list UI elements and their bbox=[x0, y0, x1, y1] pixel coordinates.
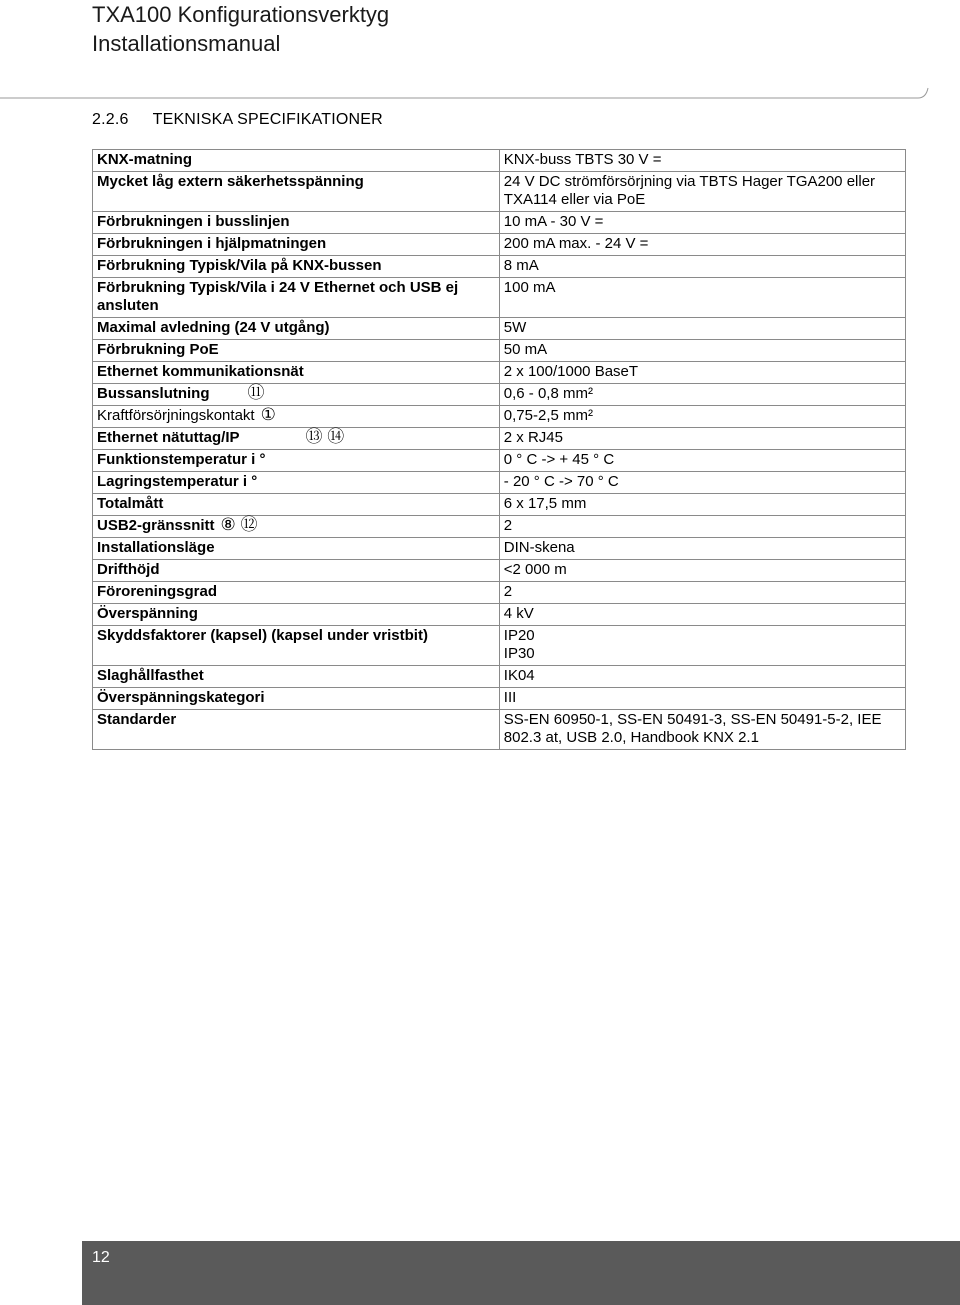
spec-value: 100 mA bbox=[499, 278, 905, 318]
spec-value: III bbox=[499, 688, 905, 710]
table-row bbox=[93, 172, 906, 212]
spec-label: Funktionstemperatur i ° bbox=[93, 450, 500, 472]
spec-label: Förbrukning Typisk/Vila i 24 V Ethernet och USB ej ansluten bbox=[93, 278, 500, 318]
spec-value: 4 kV bbox=[499, 604, 905, 626]
page-number: 12 bbox=[92, 1249, 110, 1266]
table-row bbox=[93, 318, 906, 340]
spec-value: KNX-buss TBTS 30 V = bbox=[499, 150, 905, 172]
table-row bbox=[93, 212, 906, 234]
spec-value: 0,75-2,5 mm² bbox=[499, 406, 905, 428]
spec-label: Överspänning bbox=[93, 604, 500, 626]
spec-value: 0 ° C -> + 45 ° C bbox=[499, 450, 905, 472]
spec-label: Maximal avledning (24 V utgång) bbox=[93, 318, 500, 340]
spec-label: KNX-matning bbox=[93, 150, 500, 172]
spec-value: DIN-skena bbox=[499, 538, 905, 560]
spec-value: 50 mA bbox=[499, 340, 905, 362]
table-row bbox=[93, 256, 906, 278]
table-row bbox=[93, 428, 906, 450]
table-row bbox=[93, 362, 906, 384]
table-row bbox=[93, 604, 906, 626]
table-row bbox=[93, 666, 906, 688]
spec-value: IP20 IP30 bbox=[499, 626, 905, 666]
spec-label: Bussanslutning bbox=[97, 385, 210, 402]
table-row bbox=[93, 384, 906, 406]
footer-bar bbox=[82, 1241, 960, 1305]
table-row bbox=[93, 538, 906, 560]
spec-label: Förbrukning Typisk/Vila på KNX-bussen bbox=[93, 256, 500, 278]
table-row bbox=[93, 710, 906, 750]
table-row bbox=[93, 516, 906, 538]
spec-value: <2 000 m bbox=[499, 560, 905, 582]
spec-value: 2 bbox=[499, 516, 905, 538]
reference-marker: ⑪ bbox=[247, 383, 265, 402]
spec-value: 10 mA - 30 V = bbox=[499, 212, 905, 234]
spec-label-cell bbox=[93, 516, 500, 538]
spec-label: Standarder bbox=[93, 710, 500, 750]
reference-marker: ⑧ ⑫ bbox=[220, 515, 258, 534]
spec-value: 0,6 - 0,8 mm² bbox=[499, 384, 905, 406]
table-row bbox=[93, 494, 906, 516]
document-title-line1: TXA100 Konfigurationsverktyg bbox=[92, 2, 390, 27]
spec-table bbox=[92, 149, 906, 750]
spec-value: 24 V DC strömförsörjning via TBTS Hager TGA200 eller TXA114 eller via PoE bbox=[499, 172, 905, 212]
spec-value: 2 x 100/1000 BaseT bbox=[499, 362, 905, 384]
header-rule bbox=[0, 82, 960, 104]
spec-label: Förbrukningen i busslinjen bbox=[93, 212, 500, 234]
spec-label: Ethernet kommunikationsnät bbox=[93, 362, 500, 384]
spec-label: Slaghållfasthet bbox=[93, 666, 500, 688]
table-row bbox=[93, 340, 906, 362]
spec-label: Förbrukning PoE bbox=[93, 340, 500, 362]
table-row bbox=[93, 450, 906, 472]
spec-value: 2 bbox=[499, 582, 905, 604]
spec-label: Kraftförsörjningskontakt bbox=[97, 407, 255, 424]
spec-label-cell bbox=[93, 384, 500, 406]
reference-marker: ① bbox=[260, 405, 276, 424]
spec-label: Mycket låg extern säkerhetsspänning bbox=[93, 172, 500, 212]
spec-label-cell bbox=[93, 406, 500, 428]
spec-label: USB2-gränssnitt bbox=[97, 517, 215, 534]
spec-label: Ethernet nätuttag/IP bbox=[97, 429, 240, 446]
spec-label: Installationsläge bbox=[93, 538, 500, 560]
table-row bbox=[93, 688, 906, 710]
section-title: TEKNISKA SPECIFIKATIONER bbox=[152, 111, 383, 128]
document-title-line2: Installationsmanual bbox=[92, 31, 281, 56]
spec-label: Förbrukningen i hjälpmatningen bbox=[93, 234, 500, 256]
spec-value: IK04 bbox=[499, 666, 905, 688]
spec-value: SS-EN 60950-1, SS-EN 50491-3, SS-EN 50491-5-2, IEE 802.3 at, USB 2.0, Handbook KNX 2.1 bbox=[499, 710, 905, 750]
document-title bbox=[92, 0, 389, 58]
table-row bbox=[93, 406, 906, 428]
spec-label: Överspänningskategori bbox=[93, 688, 500, 710]
table-row bbox=[93, 150, 906, 172]
reference-marker: ⑬ ⑭ bbox=[305, 427, 345, 446]
spec-label: Föroreningsgrad bbox=[93, 582, 500, 604]
spec-value: 200 mA max. - 24 V = bbox=[499, 234, 905, 256]
table-row bbox=[93, 582, 906, 604]
table-row bbox=[93, 278, 906, 318]
table-row bbox=[93, 472, 906, 494]
spec-value: 8 mA bbox=[499, 256, 905, 278]
spec-value: 6 x 17,5 mm bbox=[499, 494, 905, 516]
spec-label: Totalmått bbox=[93, 494, 500, 516]
spec-value: - 20 ° C -> 70 ° C bbox=[499, 472, 905, 494]
spec-value: 2 x RJ45 bbox=[499, 428, 905, 450]
table-row bbox=[93, 234, 906, 256]
spec-value: 5W bbox=[499, 318, 905, 340]
table-row bbox=[93, 626, 906, 666]
spec-label-cell bbox=[93, 428, 500, 450]
spec-label: Drifthöjd bbox=[93, 560, 500, 582]
section-number: 2.2.6 bbox=[92, 111, 129, 128]
section-heading bbox=[92, 111, 407, 129]
spec-label: Skyddsfaktorer (kapsel) (kapsel under vristbit) bbox=[93, 626, 500, 666]
spec-label: Lagringstemperatur i ° bbox=[93, 472, 500, 494]
table-row bbox=[93, 560, 906, 582]
